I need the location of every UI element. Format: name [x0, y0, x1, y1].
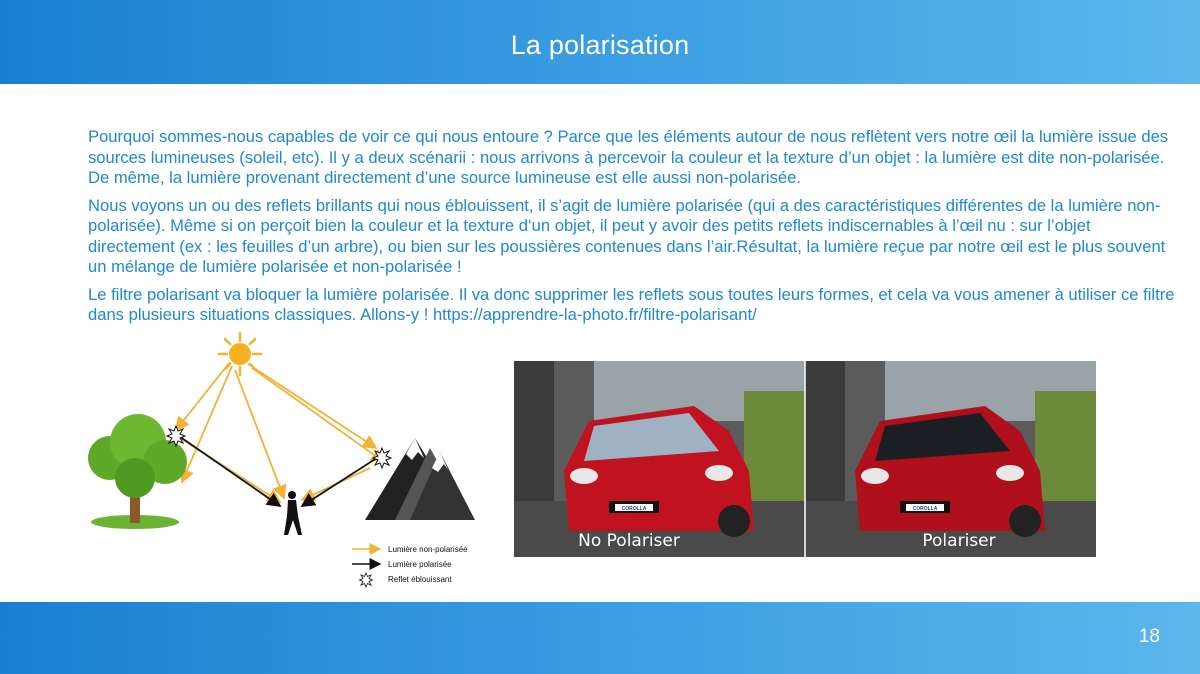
plate-left: COROLLA	[621, 506, 647, 512]
legend-glare: Reflet éblouissant	[388, 575, 452, 584]
slide-body	[88, 127, 1178, 333]
polarization-diagram	[80, 330, 500, 590]
diagram-legend	[352, 545, 468, 587]
paragraph-3: Le filtre polarisant va bloquer la lumière polarisée. Il va donc supprimer les reflets sous toutes leurs formes, et cela va vous amener à utiliser ce filtre dans plusieurs situations classiques. Allons-y ! https://apprendre-la-photo.fr/filtre-polarisant/	[88, 284, 1175, 324]
slide-title: La polarisation	[510, 30, 690, 60]
polariser-comparison-photo	[514, 361, 1096, 557]
person-icon	[284, 491, 302, 535]
legend-non-polarized: Lumière non-polarisée	[388, 545, 468, 554]
paragraph-2: Nous voyons un ou des reflets brillants qui nous éblouissent, il s’agit de lumière polarisée (qui a des caractéristiques différentes de la lumière non-polarisée). Même si on perçoit bien la couleur et la texture d‘un objet, il peut y avoir des petits reflets indiscernables à l’œil nu : sur l’objet directement (ex : les feuilles d’un arbre), ou bien sur les poussières contenues dans l’air.Résultat, la lumière reçue par notre œil est le plus souvent un mélange de lumière polarisée et non-polarisée !	[88, 195, 1166, 276]
legend-polarized: Lumière polarisée	[388, 560, 452, 569]
page-number: 18	[1138, 626, 1160, 647]
caption-polariser: Polariser	[922, 531, 996, 551]
slide-footer	[0, 602, 1200, 674]
paragraph-1: Pourquoi sommes-nous capables de voir ce qui nous entoure ? Parce que les éléments autour de nous reflètent vers notre œil la lumière issue des sources lumineuses (soleil, etc). Il y a deux scénarii : nous arrivons à percevoir la couleur et la texture d’un objet : la lumière est dite non-polarisée. De même, la lumière provenant directement d’une source lumineuse est elle aussi non-polarisée.	[88, 127, 1169, 187]
sparkle-icon	[167, 426, 391, 468]
slide-header	[0, 0, 1200, 84]
caption-no-polariser: No Polariser	[578, 531, 680, 551]
plate-right: COROLLA	[912, 506, 938, 512]
